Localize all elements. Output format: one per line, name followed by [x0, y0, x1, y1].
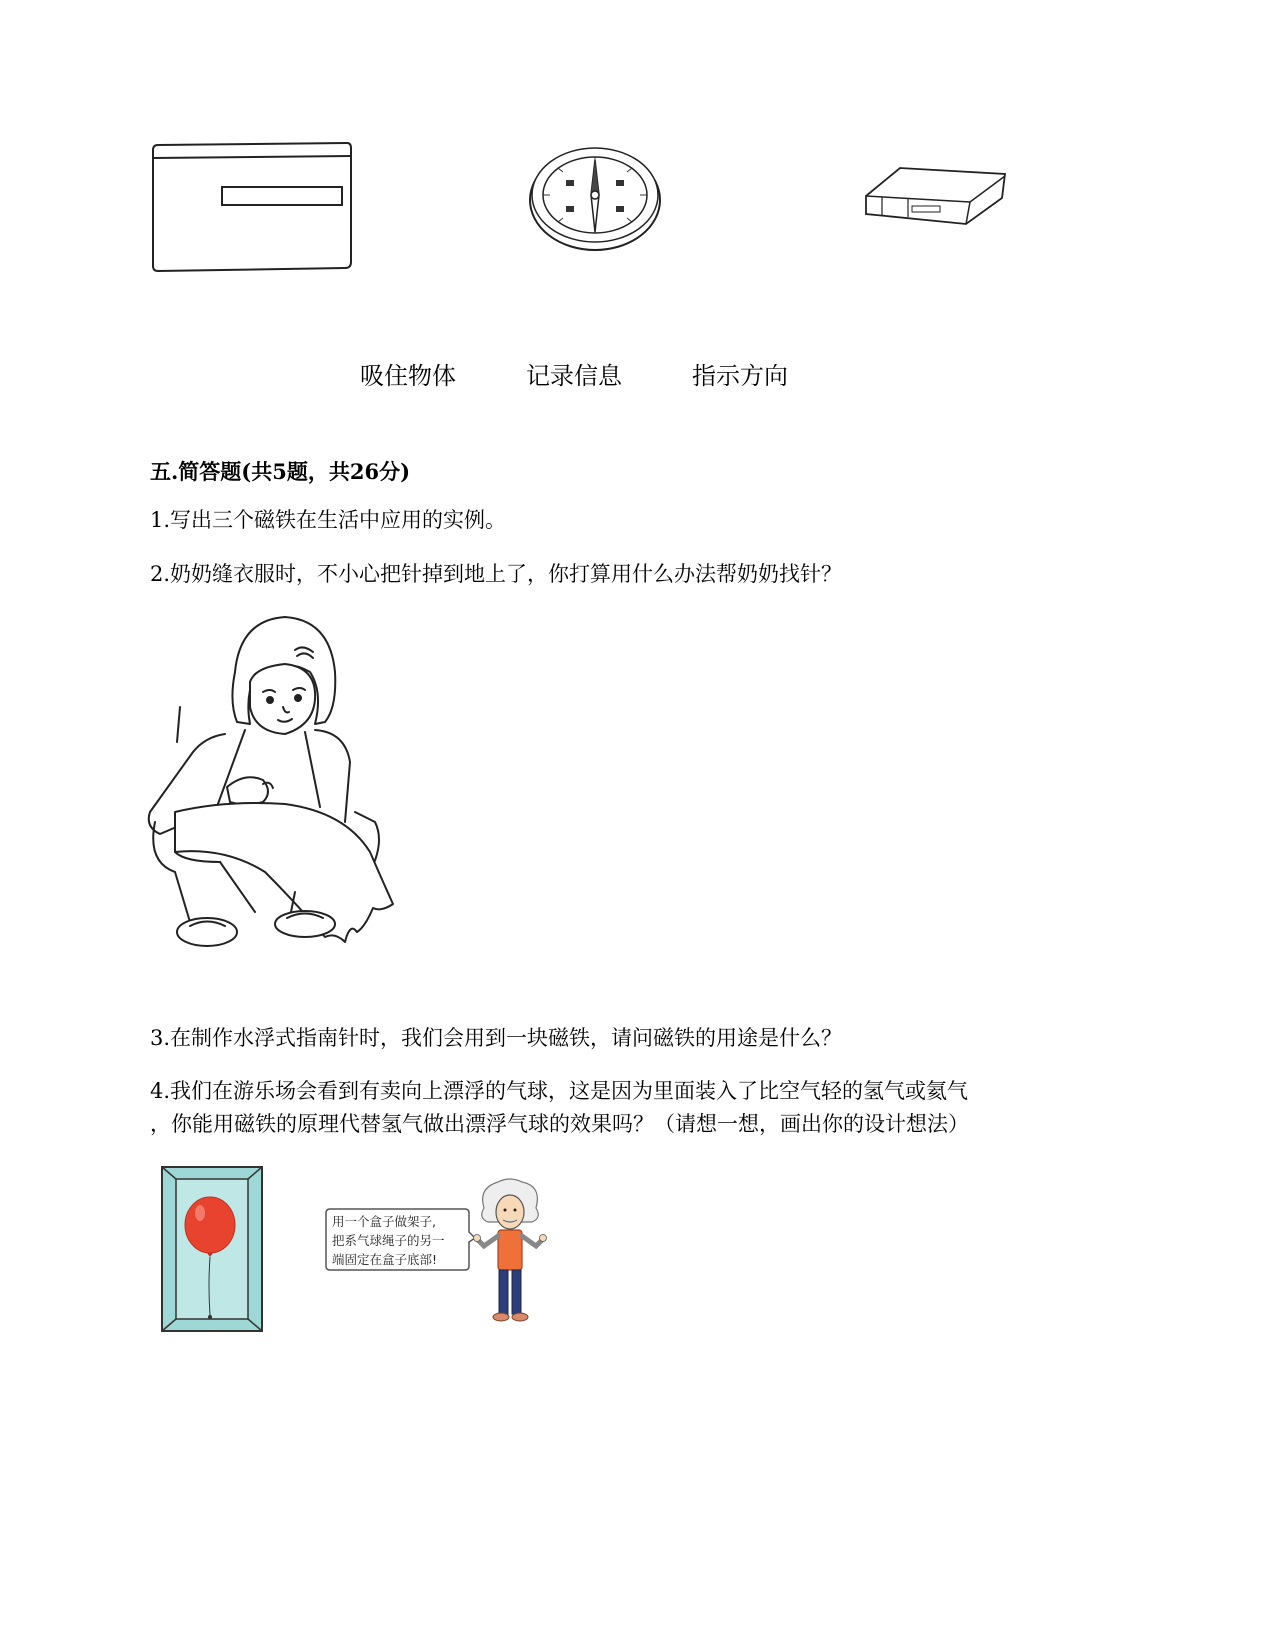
- grandma-sewing-illustration: [145, 612, 395, 957]
- section-title: 五.简答题(共5题，共26分): [150, 459, 411, 484]
- bubble-line-2: 把系气球绳子的另一: [332, 1233, 445, 1248]
- card-image: [150, 142, 355, 274]
- option-attract-objects: 吸住物体: [360, 362, 456, 390]
- option-record-information: 记录信息: [526, 362, 622, 390]
- question-3: 3.在制作水浮式指南针时，我们会用到一块磁铁，请问磁铁的用途是什么？: [150, 1026, 843, 1050]
- bubble-line-1: 用一个盒子做架子,: [332, 1214, 436, 1229]
- balloon-icon: [185, 1197, 235, 1253]
- question-1: 1.写出三个磁铁在生活中应用的实例。: [150, 508, 507, 532]
- option-indicate-direction: 指示方向: [692, 362, 788, 390]
- speech-bubble: [325, 1206, 475, 1274]
- pencil-case-image: [862, 166, 1007, 228]
- balloon-box-illustration: [160, 1165, 265, 1335]
- bubble-line-3: 端固定在盒子底部!: [332, 1252, 438, 1267]
- question-2: 2.奶奶缝衣服时，不小心把针掉到地上了，你打算用什么办法帮奶奶找针？: [150, 562, 843, 586]
- question-4-line-1: 4.我们在游乐场会看到有卖向上漂浮的气球，这是因为里面装入了比空气轻的氢气或氦气: [150, 1079, 969, 1103]
- question-4-line-2: ，你能用磁铁的原理代替氢气做出漂浮气球的效果吗？（请想一想，画出你的设计想法）: [150, 1112, 969, 1136]
- scientist-character: [470, 1178, 550, 1323]
- compass-image: [528, 140, 662, 252]
